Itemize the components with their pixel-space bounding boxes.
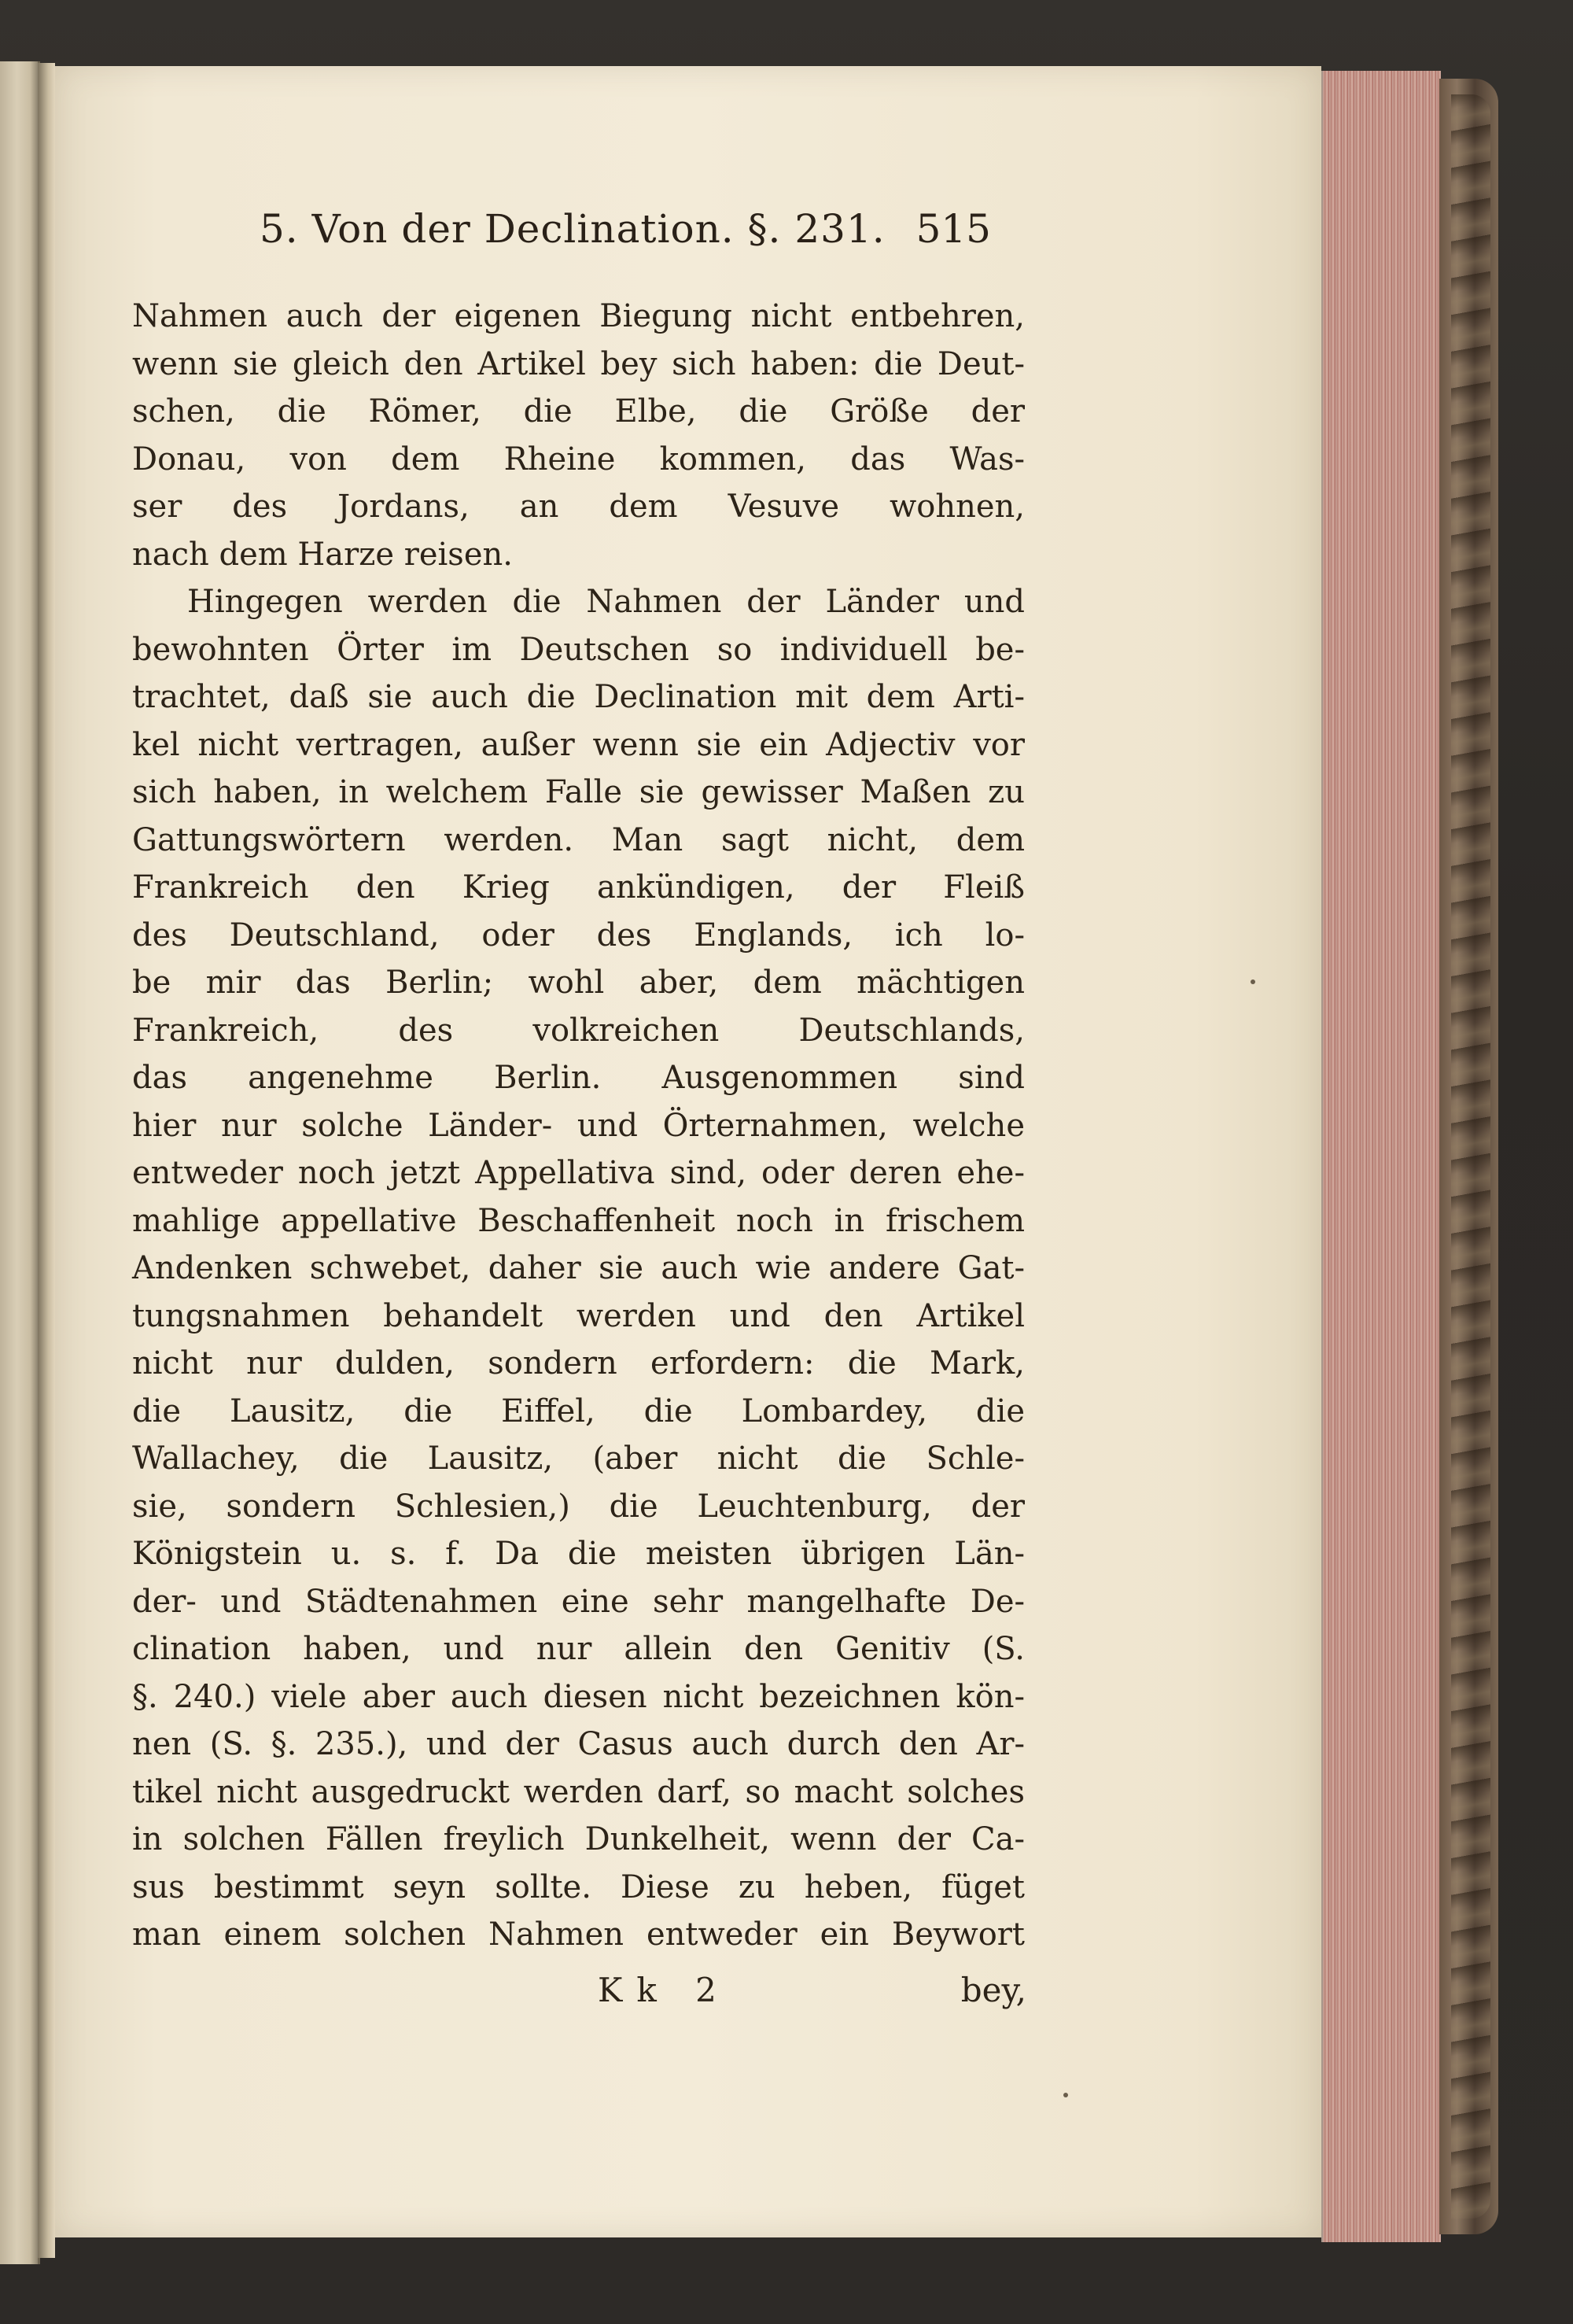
text-line: Nahmen auch der eigenen Biegung nicht entbehren, [132, 298, 1025, 334]
text-line: des Deutschland, oder des Englands, ich lo- [132, 917, 1025, 954]
text-line: be mir das Berlin; wohl aber, dem mächtigen [132, 965, 1025, 1001]
text-line: §. 240.) viele aber auch diesen nicht bezeichnen kön- [132, 1678, 1025, 1715]
text-line: Gattungswörtern werden. Man sagt nicht, dem [132, 821, 1025, 858]
signature-mark: Kk 2 [598, 1971, 731, 2009]
text-line: nen (S. §. 235.), und der Casus auch durch den Ar- [132, 1726, 1025, 1762]
text-line: hier nur solche Länder- und Örternahmen, welche [132, 1107, 1025, 1144]
text-line: entweder noch jetzt Appellativa sind, oder deren ehe- [132, 1155, 1025, 1191]
text-line: Frankreich den Krieg ankündigen, der Fleiß [132, 869, 1025, 906]
text-line: bewohnten Örter im Deutschen so individuell be- [132, 631, 1025, 668]
text-line: Königstein u. s. f. Da die meisten übrigen Län- [132, 1536, 1025, 1572]
text-line: Wallachey, die Lausitz, (aber nicht die Schle- [132, 1441, 1025, 1477]
text-line: ser des Jordans, an dem Vesuve wohnen, [132, 489, 1025, 525]
page-edges [1321, 71, 1441, 2242]
marbled-cover [1451, 94, 1490, 2219]
text-line: nicht nur dulden, sondern erfordern: die Mark, [132, 1345, 1025, 1381]
text-line: sus bestimmt seyn sollte. Diese zu heben, füget [132, 1868, 1025, 1905]
text-line: nach dem Harze reisen. [132, 536, 513, 573]
text-line: Hingegen werden die Nahmen der Länder und [187, 584, 1025, 620]
text-line: sich haben, in welchem Falle sie gewisser Maßen zu [132, 774, 1025, 810]
text-line: clination haben, und nur allein den Genitiv (S. [132, 1631, 1025, 1667]
text-line: wenn sie gleich den Artikel bey sich haben: die Deut- [132, 345, 1025, 382]
text-line: tikel nicht ausgedruckt werden darf, so macht solches [132, 1773, 1025, 1810]
running-title: 5. Von der Declination. §. 231. [260, 206, 886, 252]
page-header [260, 206, 991, 269]
facing-page-edge [0, 61, 40, 2264]
text-line: schen, die Römer, die Elbe, die Größe der [132, 393, 1025, 430]
text-line: man einem solchen Nahmen entweder ein Beywort [132, 1916, 1025, 1953]
paper-speck [1063, 2093, 1068, 2097]
text-line: Donau, von dem Rheine kommen, das Was- [132, 441, 1025, 478]
text-line: die Lausitz, die Eiffel, die Lombardey, die [132, 1393, 1025, 1429]
text-line: kel nicht vertragen, außer wenn sie ein Adjectiv vor [132, 726, 1025, 763]
book-gutter [38, 63, 55, 2258]
paper-speck [1251, 979, 1255, 984]
text-line: das angenehme Berlin. Ausgenommen sind [132, 1060, 1025, 1096]
text-line: trachtet, daß sie auch die Declination mit dem Arti- [132, 679, 1025, 715]
catchword: bey, [960, 1971, 1026, 2009]
body-text [132, 293, 1025, 1959]
text-line: Frankreich, des volkreichen Deutschlands, [132, 1012, 1025, 1049]
text-line: der- und Städtenahmen eine sehr mangelhafte De- [132, 1583, 1025, 1620]
text-line: Andenken schwebet, daher sie auch wie andere Gat- [132, 1250, 1025, 1286]
text-line: tungsnahmen behandelt werden und den Artikel [132, 1297, 1025, 1334]
text-line: in solchen Fällen freylich Dunkelheit, wenn der Ca- [132, 1821, 1025, 1857]
text-line: sie, sondern Schlesien,) die Leuchtenburg, der [132, 1488, 1025, 1525]
page-number: 515 [915, 206, 991, 252]
text-line: mahlige appellative Beschaffenheit noch in frischem [132, 1202, 1025, 1239]
